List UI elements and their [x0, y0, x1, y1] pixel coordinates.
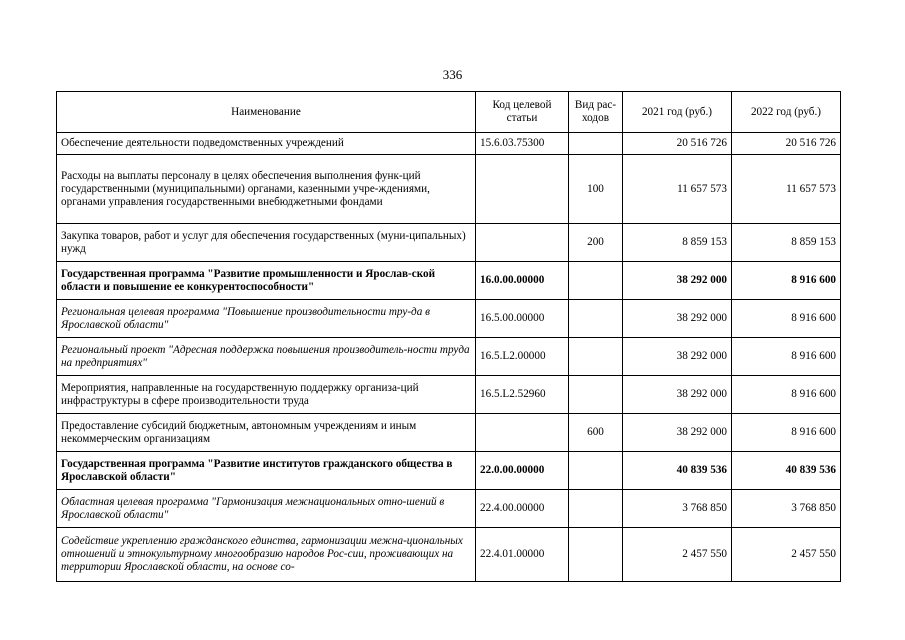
row-2021: 38 292 000 — [623, 376, 732, 414]
row-2021: 38 292 000 — [623, 300, 732, 338]
row-2022: 8 916 600 — [732, 300, 841, 338]
row-code: 22.4.01.00000 — [476, 528, 569, 582]
row-code: 22.4.00.00000 — [476, 490, 569, 528]
row-name: Мероприятия, направленные на государственную поддержку организа-ций инфраструктуры в сфере производительности труда — [57, 376, 476, 414]
page-number: 336 — [442, 67, 463, 82]
row-type — [569, 528, 623, 582]
row-2022: 3 768 850 — [732, 490, 841, 528]
table-row — [57, 376, 841, 414]
row-name: Государственная программа "Развитие промышленности и Ярослав-ской области и повышение ее конкурентоспособности" — [57, 262, 476, 300]
row-2022: 2 457 550 — [732, 528, 841, 582]
row-code: 22.0.00.00000 — [476, 452, 569, 490]
row-type — [569, 376, 623, 414]
table-row — [57, 300, 841, 338]
row-2021: 38 292 000 — [623, 262, 732, 300]
row-type — [569, 490, 623, 528]
row-name: Областная целевая программа "Гармонизация межнациональных отно-шений в Ярославской области" — [57, 490, 476, 528]
row-name: Региональная целевая программа "Повышение производительности тру-да в Ярославской области" — [57, 300, 476, 338]
table-header-row — [57, 92, 841, 133]
table-row — [57, 155, 841, 224]
row-name: Обеспечение деятельности подведомственных учреждений — [57, 133, 476, 155]
table-row — [57, 262, 841, 300]
row-2021: 11 657 573 — [623, 155, 732, 224]
row-2022: 8 916 600 — [732, 262, 841, 300]
header-code: Код целевой статьи — [476, 92, 569, 133]
row-name: Расходы на выплаты персоналу в целях обеспечения выполнения функ-ций государственными (муниципальными) органами, казенными учре-ждениями, органами управления государственными внебюджетными фондами — [57, 155, 476, 224]
row-name: Закупка товаров, работ и услуг для обеспечения государственных (муни-ципальных) нужд — [57, 224, 476, 262]
budget-table — [56, 91, 841, 582]
header-2022: 2022 год (руб.) — [732, 92, 841, 133]
table-row — [57, 224, 841, 262]
row-2022: 8 859 153 — [732, 224, 841, 262]
row-2022: 20 516 726 — [732, 133, 841, 155]
row-type: 600 — [569, 414, 623, 452]
row-2021: 40 839 536 — [623, 452, 732, 490]
row-code: 16.0.00.00000 — [476, 262, 569, 300]
row-2021: 2 457 550 — [623, 528, 732, 582]
row-code: 15.6.03.75300 — [476, 133, 569, 155]
row-type — [569, 262, 623, 300]
header-2021: 2021 год (руб.) — [623, 92, 732, 133]
row-code — [476, 414, 569, 452]
row-type: 200 — [569, 224, 623, 262]
table-row — [57, 414, 841, 452]
row-name: Содействие укреплению гражданского единства, гармонизации межна-циональных отношений и этнокультурному многообразию народов Рос-сии, проживающих на территории Ярославской области, на основе со- — [57, 528, 476, 582]
row-2021: 38 292 000 — [623, 338, 732, 376]
row-code — [476, 155, 569, 224]
row-2021: 3 768 850 — [623, 490, 732, 528]
row-name: Региональный проект "Адресная поддержка повышения производитель-ности труда на предприятиях" — [57, 338, 476, 376]
row-code: 16.5.00.00000 — [476, 300, 569, 338]
header-type: Вид рас-ходов — [569, 92, 623, 133]
row-name: Государственная программа "Развитие институтов гражданского общества в Ярославской области" — [57, 452, 476, 490]
row-2022: 8 916 600 — [732, 338, 841, 376]
row-2022: 8 916 600 — [732, 376, 841, 414]
row-name: Предоставление субсидий бюджетным, автономным учреждениям и иным некоммерческим организациям — [57, 414, 476, 452]
row-type — [569, 133, 623, 155]
row-type — [569, 300, 623, 338]
table-row — [57, 490, 841, 528]
table-row — [57, 452, 841, 490]
row-2022: 40 839 536 — [732, 452, 841, 490]
table-row — [57, 133, 841, 155]
table-row — [57, 528, 841, 582]
header-name: Наименование — [57, 92, 476, 133]
row-2021: 20 516 726 — [623, 133, 732, 155]
row-2022: 11 657 573 — [732, 155, 841, 224]
row-type: 100 — [569, 155, 623, 224]
row-2021: 8 859 153 — [623, 224, 732, 262]
row-code: 16.5.L2.00000 — [476, 338, 569, 376]
table-row — [57, 338, 841, 376]
row-code — [476, 224, 569, 262]
row-type — [569, 338, 623, 376]
row-code: 16.5.L2.52960 — [476, 376, 569, 414]
row-type — [569, 452, 623, 490]
row-2021: 38 292 000 — [623, 414, 732, 452]
row-2022: 8 916 600 — [732, 414, 841, 452]
